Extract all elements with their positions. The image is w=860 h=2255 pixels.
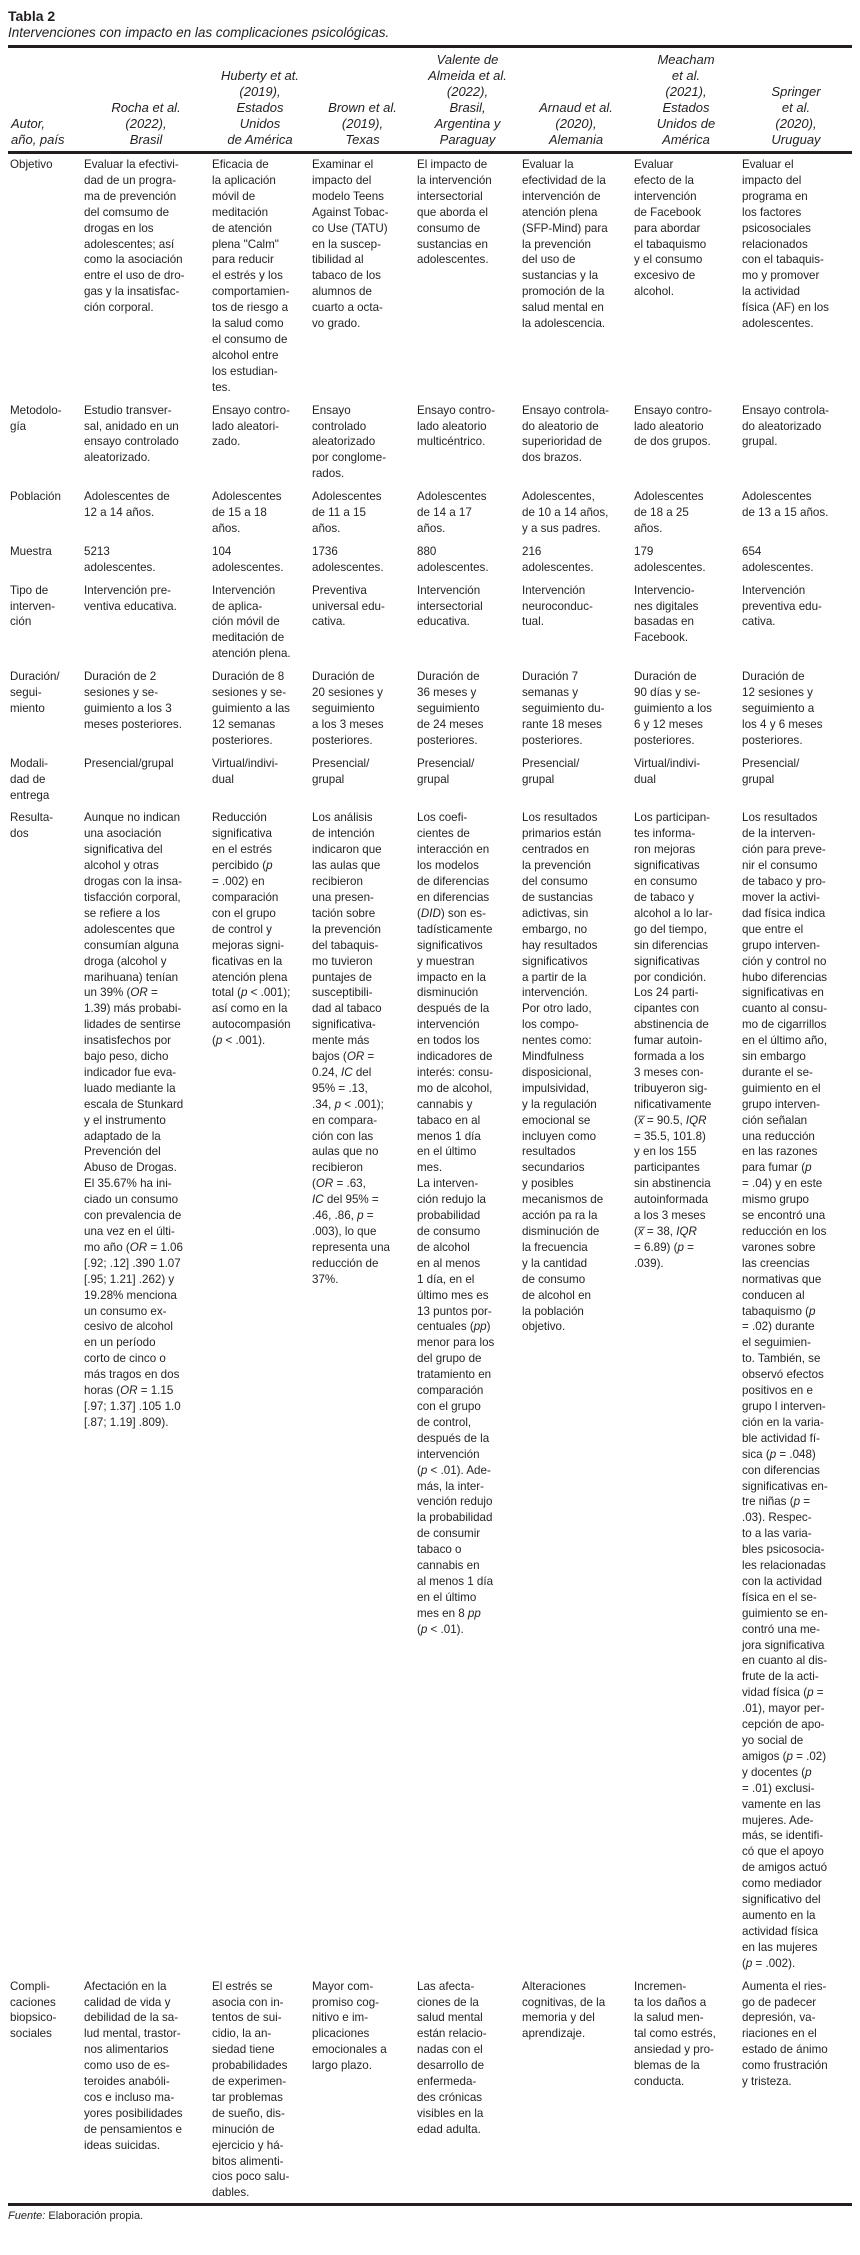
cell-text: Alteraciones cognitivas, de la memoria y del aprendizaje. (522, 1979, 606, 2041)
header-row (8, 48, 852, 153)
table-cell (415, 486, 520, 541)
italic-term: OR (315, 1177, 334, 1191)
table-cell (740, 807, 852, 1975)
italic-term: p (807, 1686, 814, 1700)
cell-text: del 95% = .13, .34, (312, 1065, 372, 1111)
row-label: Metodolo- gía (10, 403, 62, 433)
cell-text: Presencial/ grupal (312, 756, 370, 786)
cell-text: Evaluar efecto de la intervención de Facebook para abordar el tabaquismo y el consumo excesivo de alcohol. (634, 158, 707, 299)
cell-text: Adolescentes de 15 a 18 años. (212, 490, 282, 535)
table-cell (310, 807, 415, 1975)
row-label: Población (10, 490, 61, 504)
cell-text: Virtual/indivi- dual (212, 756, 279, 786)
italic-term: p (805, 1765, 812, 1779)
cell-text: = 1.39) más probabi- lidades de sentirse insatisfechos por bajo peso, dicho indicador fue eva- luado mediante la escala de Stunkard y el instrumento adaptado de la Prevención del Abuso de Drogas. El 35.67% ha ini- ciado un consumo con prevalencia de una vez en el últi- mo año ( (84, 986, 184, 1254)
table-row (8, 753, 852, 808)
italic-term: p (677, 1240, 684, 1254)
table-cell (632, 666, 740, 753)
table-cell (310, 753, 415, 808)
italic-term: p (786, 1749, 793, 1763)
cell-text: Adolescentes de 18 a 25 años. (634, 490, 704, 535)
cell-text: Presencial/ grupal (742, 756, 800, 786)
cell-text: Adolescentes, de 10 a 14 años, y a sus padres. (522, 490, 609, 535)
cell-text: Presencial/ grupal (417, 756, 475, 786)
cell-text: = 1.15 [.97; 1.37] .105 1.0 [.87; 1.19] .809). (84, 1384, 181, 1429)
table-cell (740, 666, 852, 753)
cell-text: Adolescentes de 14 a 17 años. (417, 490, 487, 535)
cell-text: 880 adolescentes. (417, 544, 489, 574)
cell-text: Duración de 12 sesiones y seguimiento a los 4 y 6 meses posteriores. (742, 670, 823, 747)
cell-text: Intervencio- nes digitales basadas en Facebook. (634, 583, 699, 645)
column-header: Brown et al. (2019), Texas (328, 100, 397, 147)
table-cell (415, 753, 520, 808)
cell-text: Los coefi- cientes de interacción en los modelos de diferencias en diferencias ( (417, 811, 490, 920)
cell-text: Aunque no indican una asociación significativa del alcohol y otras drogas con la insa- tisfacción corporal, se refiere a los adolescentes que consumían alguna droga (alcohol y marihuana) tenían un 39% ( (84, 811, 182, 1000)
table-cell (520, 400, 632, 487)
table-cell (740, 1976, 852, 2204)
table-cell (82, 153, 210, 400)
table-row (8, 580, 852, 667)
table-cell (82, 753, 210, 808)
table-row (8, 400, 852, 487)
cell-text: Ensayo contro- lado aleatorio multicéntrico. (417, 403, 495, 449)
table-cell (310, 541, 415, 580)
table-cell (632, 1976, 740, 2204)
cell-text: 104 adolescentes. (212, 544, 284, 574)
column-header: Springer et al. (2020), Uruguay (771, 84, 821, 147)
bottom-rule (8, 2203, 852, 2206)
table-cell (310, 153, 415, 400)
column-header: Meacham et al. (2021), Estados Unidos de América (656, 52, 716, 147)
cell-text: ) menor para los del grupo de tratamiento en comparación con el grupo de control, después de la intervención ( (417, 1320, 495, 1477)
cell-text: < .01). Ade- más, la inter- vención redujo la probabilidad de consumir tabaco o cannabis en al menos 1 día en el último mes en 8 (417, 1463, 494, 1620)
table-cell (632, 580, 740, 667)
italic-term: DID (420, 906, 441, 920)
cell-text: Ensayo contro- lado aleatori- zado. (212, 403, 290, 449)
cell-text: Duración de 90 días y se- guimiento a los 6 y 12 meses posteriores. (634, 670, 712, 747)
table-cell (310, 666, 415, 753)
table-cell (632, 153, 740, 400)
table-cell (310, 486, 415, 541)
table-cell (82, 580, 210, 667)
table-cell (632, 400, 740, 487)
cell-text: Intervención neuroconduc- tual. (522, 583, 593, 629)
italic-term: p (420, 1463, 428, 1477)
interventions-table (8, 48, 852, 2203)
row-label: Tipo de interven- ción (10, 583, 56, 629)
row-label: Modali- dad de entrega (10, 756, 50, 802)
table-cell (740, 153, 852, 400)
cell-text: Los resultados primarios están centrados en la prevención del consumo de sustancias adictivas, sin embargo, no hay resultados significativos a partir de la intervención. Por otro lado, los compo- nentes como: Mindfulness disposicional, impulsividad, y la regulación emocional se incluyen como resultados secundarios y posibles mecanismos de acción pa ra la disminución de la frecuencia y la cantidad de consumo de alcohol en la población objetivo. (522, 811, 604, 1334)
cell-text: Presencial/grupal (84, 756, 174, 770)
cell-text: 5213 adolescentes. (84, 544, 156, 574)
cell-text: = 35.5, 101.8) y en los 155 participantes sin abstinencia autoinformada a los 3 meses ( (634, 1129, 711, 1238)
cell-text: Adolescentes de 12 a 14 años. (84, 490, 170, 520)
italic-term: p (241, 986, 248, 1000)
cell-text: Presencial/ grupal (522, 756, 580, 786)
cell-text: Intervención preventiva edu- cativa. (742, 583, 822, 629)
cell-text: Duración 7 semanas y seguimiento du- rante 18 meses posteriores. (522, 670, 605, 747)
cell-text: 1736 adolescentes. (312, 544, 384, 574)
cell-text: Los participan- tes informa- ron mejoras significativas en consumo de tabaco y alcohol a lo lar- go del tiempo, sin diferencias significativas por condición. Los 24 parti- cipantes con abstinencia de fumar autoin- formada a los 3 meses con- tribuyeron sig- nificativamente ( (634, 811, 713, 1127)
cell-text: Eficacia de la aplicación móvil de meditación de atención plena "Calm" para reducir el estrés y los comportamien- tos de riesgo a la salud como el consumo de alcohol entre los estudian- tes. (212, 158, 290, 394)
cell-text: Evaluar el impacto del programa en los factores psicosociales relacionados con el tabaquis- mo y promover la actividad física (AF) en los adolescentes. (742, 158, 829, 331)
cell-text: Ensayo controlado aleatorizado por conglome- rados. (312, 403, 387, 481)
cell-text: < .001); en compara- ción con las aulas que no recibieron ( (312, 1097, 384, 1191)
cell-text: Examinar el impacto del modelo Teens Against Tobac- co Use (TATU) en la suscep- tibilidad al tabaco de los alumnos de cuarto a octa- vo grado. (312, 158, 389, 331)
cell-text: Duración de 20 sesiones y seguimiento a los 3 meses posteriores. (312, 670, 384, 747)
column-header: Valente de Almeida et al. (2022), Brasil, Argentina y Paraguay (428, 52, 507, 147)
header-label: Autor, año, país (11, 116, 65, 147)
table-row (8, 486, 852, 541)
row-label: Compli- caciones biopsico- sociales (10, 1979, 57, 2041)
table-cell (210, 753, 310, 808)
column-header: Arnaud et al. (2020), Alemania (539, 100, 613, 147)
table-cell (210, 153, 310, 400)
table-cell (415, 580, 520, 667)
cell-text: = .048) con diferencias significativas en- tre niñas ( (742, 1447, 828, 1509)
cell-text: = .02) durante el seguimien- to. También, se observó efectos positivos en e grupo l interven- ción en la varia- ble actividad fí- sica ( (742, 1320, 826, 1461)
cell-text: Las afecta- ciones de la salud mental están relacio- nadas con el desarrollo de enfermeda- des crónicas visibles en la edad adulta. (417, 1979, 487, 2136)
italic-term: OR (120, 1384, 138, 1398)
table-cell (415, 541, 520, 580)
table-container (8, 8, 852, 2223)
cell-text: = 38, (643, 1225, 677, 1238)
cell-text: Preventiva universal edu- cativa. (312, 583, 385, 629)
cell-text: Los análisis de intención indicaron que las aulas que recibieron una presen- tación sobre la prevención del tabaquis- mo tuvieron puntajes de susceptibili- dad al tabaco significativa- mente más bajos ( (312, 811, 382, 1064)
row-label: Resulta- dos (10, 811, 54, 841)
table-cell (520, 807, 632, 1975)
cell-text: Los resultados de la interven- ción para preve- nir el consumo de tabaco y pro- mover la activi- dad física indica que entre el grupo interven- ción y control no hubo diferencias significativas en cuanto al consu- mo de cigarrillos en el último año, sin embargo durante el se- guimiento en el grupo interven- ción señalan una reducción en las razones para fumar ( (742, 811, 828, 1175)
table-cell (632, 753, 740, 808)
table-cell (82, 807, 210, 1975)
table-cell (210, 541, 310, 580)
cell-text: Ensayo controla- do aleatorio de superioridad de dos brazos. (522, 403, 609, 465)
cell-text: ) son es- tadísticamente significativos y muestran impacto en la disminución después de la intervención en todos los indicadores de interés: consu- mo de alcohol, cannabis y tabaco en al menos 1 día en el último mes. La interven- ción redujo la probabilidad de consumo de alcohol en al menos 1 día, en el último mes es 13 puntos por- centuales ( (417, 906, 494, 1334)
table-cell (520, 753, 632, 808)
table-cell (415, 666, 520, 753)
cell-text: = .03). Respec- to a las varia- bles psicosocia- les relacionadas con la actividad física en el se- guimiento se en- contró una me- jora significativa en cuanto al dis- frute de la acti- vidad física ( (742, 1495, 828, 1700)
table-row (8, 541, 852, 580)
cell-text: Intervención de aplica- ción móvil de meditación de atención plena. (212, 583, 291, 661)
cell-text: = .01) exclusi- vamente en las mujeres. Ade- más, se identifi- có que el apoyo de amigos actuó como mediador significativo del aumento en la actividad física en las mujeres ( (742, 1781, 828, 1970)
cell-text: El impacto de la intervención intersectorial que aborda el consumo de sustancias en adolescentes. (417, 158, 492, 267)
table-cell (740, 541, 852, 580)
table-cell (82, 1976, 210, 2204)
cell-text: Ensayo contro- lado aleatorio de dos grupos. (634, 403, 712, 449)
column-header: Rocha et al. (2022), Brasil (111, 100, 181, 147)
cell-text: = .002). (752, 1956, 796, 1970)
italic-term: p (215, 1034, 223, 1048)
cell-text: Adolescentes de 11 a 15 años. (312, 490, 382, 535)
cell-text: del 95% = .46, .86, (312, 1193, 379, 1223)
cell-text: < .001). (222, 1034, 266, 1048)
table-cell (415, 153, 520, 400)
table-row (8, 807, 852, 1975)
cell-text: Ensayo controla- do aleatorizado grupal. (742, 403, 829, 449)
row-label: Muestra (10, 544, 52, 558)
table-cell (415, 1976, 520, 2204)
table-cell (310, 1976, 415, 2204)
row-label: Duración/ segui- miento (10, 670, 60, 715)
column-header: Huberty et at. (2019), Estados Unidos de América (220, 68, 300, 147)
cell-text: Estudio transver- sal, anidado en un ensayo controlado aleatorizado. (84, 403, 179, 465)
cell-text: Intervención pre- ventiva educativa. (84, 583, 177, 613)
italic-term: p (745, 1956, 753, 1970)
italic-term: p (357, 1209, 364, 1223)
table-cell (740, 753, 852, 808)
table-cell (210, 400, 310, 487)
cell-text: Duración de 8 sesiones y se- guimiento a las 12 semanas posteriores. (212, 670, 290, 747)
table-cell (210, 666, 310, 753)
italic-term: p (805, 1161, 812, 1175)
table-cell (210, 1976, 310, 2204)
table-cell (210, 807, 310, 1975)
cell-text: = .63, (336, 1177, 366, 1191)
cell-text: Afectación en la calidad de vida y debilidad de la sa- lud mental, trastor- nos alimentarios como uso de es- teroides anabóli- cos e incluso ma- yores posibilidades de pensamientos e ideas suicidas. (84, 1979, 183, 2152)
cell-text: = 0.24, (312, 1050, 375, 1079)
cell-text: Duración de 2 sesiones y se- guimiento a los 3 meses posteriores. (84, 670, 182, 731)
table-cell (740, 486, 852, 541)
cell-text: = .04) y en este mismo grupo se encontró una reducción en los varones sobre las creencias normativas que conducen al tabaquismo ( (742, 1177, 827, 1318)
table-cell (520, 486, 632, 541)
table-body (8, 153, 852, 2204)
cell-text: Virtual/indivi- dual (634, 756, 701, 786)
italic-term: p (769, 1447, 777, 1461)
cell-text: = .002) en comparación con el grupo de control y mejoras signi- ficativas en la atención plena total ( (212, 875, 288, 1000)
table-cell (520, 1976, 632, 2204)
table-cell (520, 153, 632, 400)
table-row (8, 1976, 852, 2204)
italic-term: OR (129, 1240, 148, 1254)
italic-term: x̅ (637, 1113, 644, 1127)
table-cell (210, 580, 310, 667)
cell-text: 654 adolescentes. (742, 544, 814, 574)
table-row (8, 666, 852, 753)
table-cell (632, 541, 740, 580)
cell-text: Adolescentes de 13 a 15 años. (742, 490, 829, 520)
table-title: Tabla 2 (8, 8, 56, 24)
cell-text: Duración de 36 meses y seguimiento de 24 meses posteriores. (417, 670, 484, 747)
table-cell (632, 807, 740, 1975)
cell-text: < .01). (427, 1622, 464, 1636)
italic-term: x̅ (637, 1225, 644, 1238)
cell-text: Evaluar la efectividad de la intervención de atención plena (SFP-Mind) para la prevención del uso de sustancias y la promoción de la salud mental en la adolescencia. (522, 158, 608, 331)
cell-text: Intervención intersectorial educativa. (417, 583, 483, 629)
table-cell (82, 486, 210, 541)
italic-term: pp (467, 1606, 481, 1620)
table-cell (82, 666, 210, 753)
table-cell (310, 580, 415, 667)
italic-term: OR (130, 986, 148, 1000)
table-cell (415, 400, 520, 487)
italic-term: IC (341, 1065, 353, 1079)
table-cell (82, 541, 210, 580)
footer-label: Fuente: (8, 2210, 46, 2223)
row-label: Objetivo (10, 158, 53, 171)
table-cell (520, 666, 632, 753)
italic-term: p (334, 1097, 342, 1111)
table-cell (415, 807, 520, 1975)
italic-term: OR (346, 1050, 365, 1064)
cell-text: El estrés se asocia con in- tentos de sui- cidio, la an- siedad tiene probabilidades de experimen- tar problemas de sueño, dis- minución de ejercicio y há- bitos alimenti- cios poco salu- dables. (212, 1979, 290, 2200)
cell-text: 179 adolescentes. (634, 544, 706, 574)
italic-term: p (266, 859, 273, 873)
cell-text: = 1.06 [.92; .12] .390 1.07 [.95; 1.21] .262) y 19.28% menciona un consumo ex- cesivo de alcohol en un período corto de cinco o más tragos en dos horas ( (84, 1240, 183, 1398)
footer-text: Elaboración propia. (45, 2210, 144, 2223)
table-cell (310, 400, 415, 487)
table-cell (520, 580, 632, 667)
cell-text: Mayor com- promiso cog- nitivo e im- plicaciones emocionales a largo plazo. (312, 1979, 387, 2073)
cell-text: 216 adolescentes. (522, 544, 594, 574)
cell-text: = .039). (634, 1240, 694, 1270)
cell-text: Evaluar la efectivi- dad de un progra- ma de prevención del comsumo de drogas en los adolescentes; así como la asociación entre el uso de dro- gas y la insatisfac- ción corporal. (84, 158, 185, 315)
table-cell (740, 580, 852, 667)
table-row (8, 153, 852, 400)
cell-text: = .01), mayor per- cepción de apo- yo social de amigos ( (742, 1686, 825, 1763)
italic-term: p (809, 1304, 816, 1318)
cell-text: Reducción significativa en el estrés percibido ( (212, 811, 272, 873)
cell-text: Incremen- ta los daños a la salud men- tal como estrés, ansiedad y pro- blemas de la conducta. (634, 1979, 716, 2089)
table-cell (632, 486, 740, 541)
cell-text: = 90.5, (643, 1113, 686, 1127)
italic-term: IC (312, 1193, 324, 1207)
table-cell (82, 400, 210, 487)
cell-text: = 6.89) ( (634, 1240, 678, 1254)
cell-text: Aumenta el ries- go de padecer depresión, va- riaciones en el estado de ánimo como frustración y tristeza. (742, 1979, 828, 2089)
cell-text: = .003), lo que representa una reducción de 37%. (312, 1209, 390, 1286)
italic-term: p (793, 1495, 801, 1509)
cell-text: < .001); así como en la autocompasión ( (212, 986, 291, 1048)
table-footer (8, 2209, 852, 2223)
table-cell (210, 486, 310, 541)
cell-text: ( (417, 1622, 421, 1636)
italic-term: pp (473, 1320, 487, 1334)
italic-term: IQR (685, 1113, 707, 1127)
italic-term: p (420, 1622, 428, 1636)
table-subtitle: Intervenciones con impacto en las complicaciones psicológicas. (8, 25, 390, 40)
table-cell (740, 400, 852, 487)
cell-text: = .02) y docentes ( (742, 1749, 827, 1779)
italic-term: IQR (676, 1225, 697, 1238)
table-cell (520, 541, 632, 580)
